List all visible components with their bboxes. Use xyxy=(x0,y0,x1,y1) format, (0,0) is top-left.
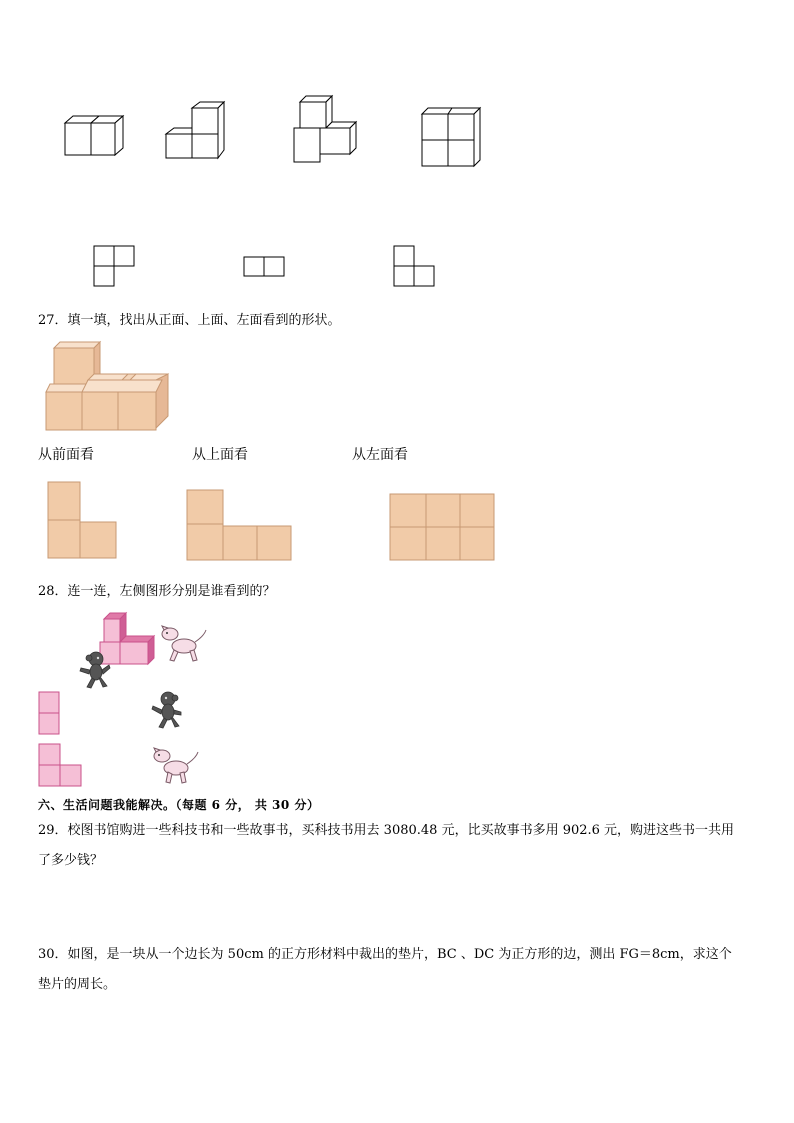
monkey-icon xyxy=(78,650,112,690)
question-28-text: 28．连一连，左侧图形分别是谁看到的？ xyxy=(38,584,276,599)
tan-cube-solid xyxy=(42,340,172,434)
view-shape-2 xyxy=(243,256,287,278)
label-front-view: 从前面看 xyxy=(38,447,94,463)
pink-view-shape-1 xyxy=(38,690,62,736)
label-left-view: 从左面看 xyxy=(352,447,408,463)
label-top-view: 从上面看 xyxy=(192,447,248,463)
solid-figure-2 xyxy=(160,98,232,162)
pink-view-shape-2 xyxy=(38,742,84,788)
view-shape-3 xyxy=(393,244,437,288)
solid-figure-1 xyxy=(58,108,130,160)
question-29-line-1: 29．校图书馆购进一些科技书和一些故事书，买科技书用去 3080.48 元，比买故事书多用 902.6 元，购进这些书一共用 xyxy=(38,823,735,838)
question-30-line-1: 30．如图，是一块从一个边长为 50cm 的正方形材料中裁出的垫片，BC 、DC 为正方形的边，测出 FG＝8cm，求这个 xyxy=(38,947,732,962)
section-6-title: 六、生活问题我能解决。（每题 6 分， 共 30 分） xyxy=(38,798,320,812)
answer-front-view xyxy=(46,480,120,560)
view-shape-1 xyxy=(93,244,137,288)
dog-icon xyxy=(150,746,202,786)
answer-top-view xyxy=(186,488,294,562)
question-29-line-2: 了多少钱？ xyxy=(38,853,104,868)
solid-figure-4 xyxy=(416,104,486,170)
dog-icon xyxy=(158,624,210,664)
question-27-text: 27．填一填，找出从正面、上面、左面看到的形状。 xyxy=(38,313,341,328)
monkey-icon xyxy=(150,690,184,730)
question-30-line-2: 垫片的周长。 xyxy=(38,977,117,992)
solid-figure-3 xyxy=(288,94,364,164)
answer-left-view xyxy=(388,492,498,562)
